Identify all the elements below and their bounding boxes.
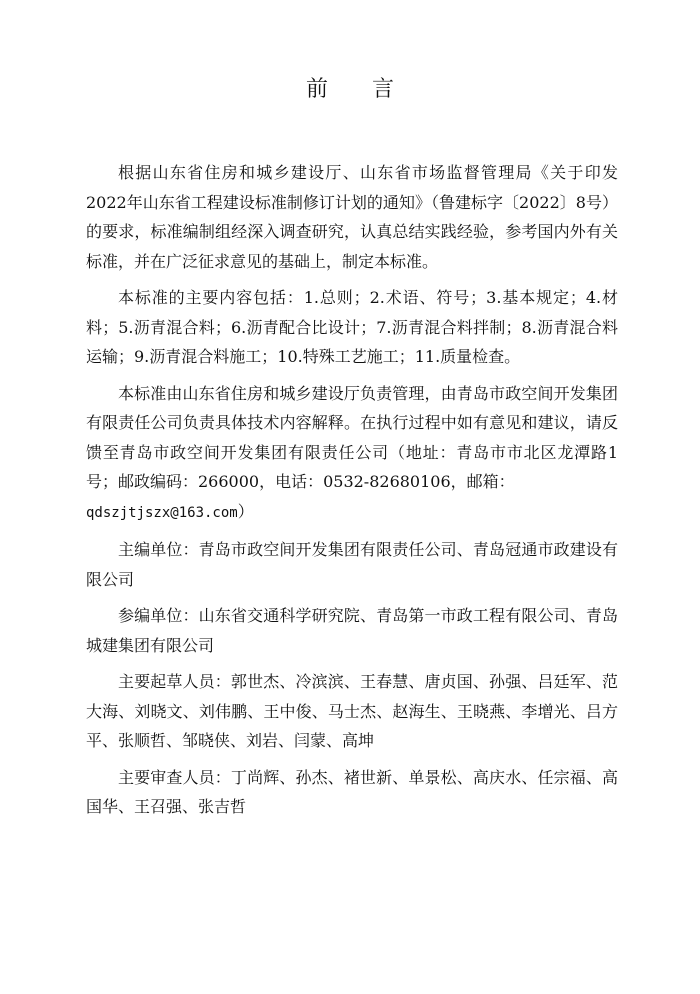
- paragraph-participating-units: 参编单位：山东省交通科学研究院、青岛第一市政工程有限公司、青岛城建集团有限公司: [86, 606, 618, 655]
- paragraph-management: [86, 379, 618, 529]
- title-char-right: 言: [372, 77, 395, 102]
- paragraph-reviewers: 主要审查人员：丁尚辉、孙杰、褚世新、单景松、高庆水、任宗福、高国华、王召强、张吉哲: [86, 767, 618, 816]
- management-text: 本标准由山东省住房和城乡建设厅负责管理，由青岛市政空间开发集团有限责任公司负责具体技术内容解释。在执行过程中如有意见和建议，请反馈至青岛市政空间开发集团有限责任公司（地址：青岛市市北区龙潭路1号；邮政编码：266000，电话：0532-82680106，邮箱：: [86, 383, 618, 491]
- page-title: [0, 72, 700, 103]
- foreword-body: [86, 158, 618, 822]
- paragraph-basis: 根据山东省住房和城乡建设厅、山东省市场监督管理局《关于印发2022年山东省工程建设标准制修订计划的通知》（鲁建标字〔2022〕8号）的要求，标准编制组经深入调查研究，认真总结实践经验，参考国内外有关标准，并在广泛征求意见的基础上，制定本标准。: [86, 163, 618, 271]
- paragraph-chief-editor: 主编单位：青岛市政空间开发集团有限责任公司、青岛冠通市政建设有限公司: [86, 540, 618, 589]
- title-char-left: 前: [305, 77, 328, 102]
- management-closing: ）: [237, 501, 254, 521]
- contact-email: qdszjtjszx@163.com: [86, 504, 238, 521]
- paragraph-drafters: 主要起草人员：郭世杰、冷滨滨、王春慧、唐贞国、孙强、吕廷军、范大海、刘晓文、刘伟鹏、王中俊、马士杰、赵海生、王晓燕、李增光、吕方平、张顺哲、邹晓侠、刘岩、闫蒙、高坤: [86, 672, 618, 750]
- paragraph-contents: 本标准的主要内容包括：1.总则；2.术语、符号；3.基本规定；4.材料；5.沥青混合料；6.沥青配合比设计；7.沥青混合料拌制；8.沥青混合料运输；9.沥青混合料施工；10.特殊工艺施工；11.质量检查。: [86, 288, 618, 366]
